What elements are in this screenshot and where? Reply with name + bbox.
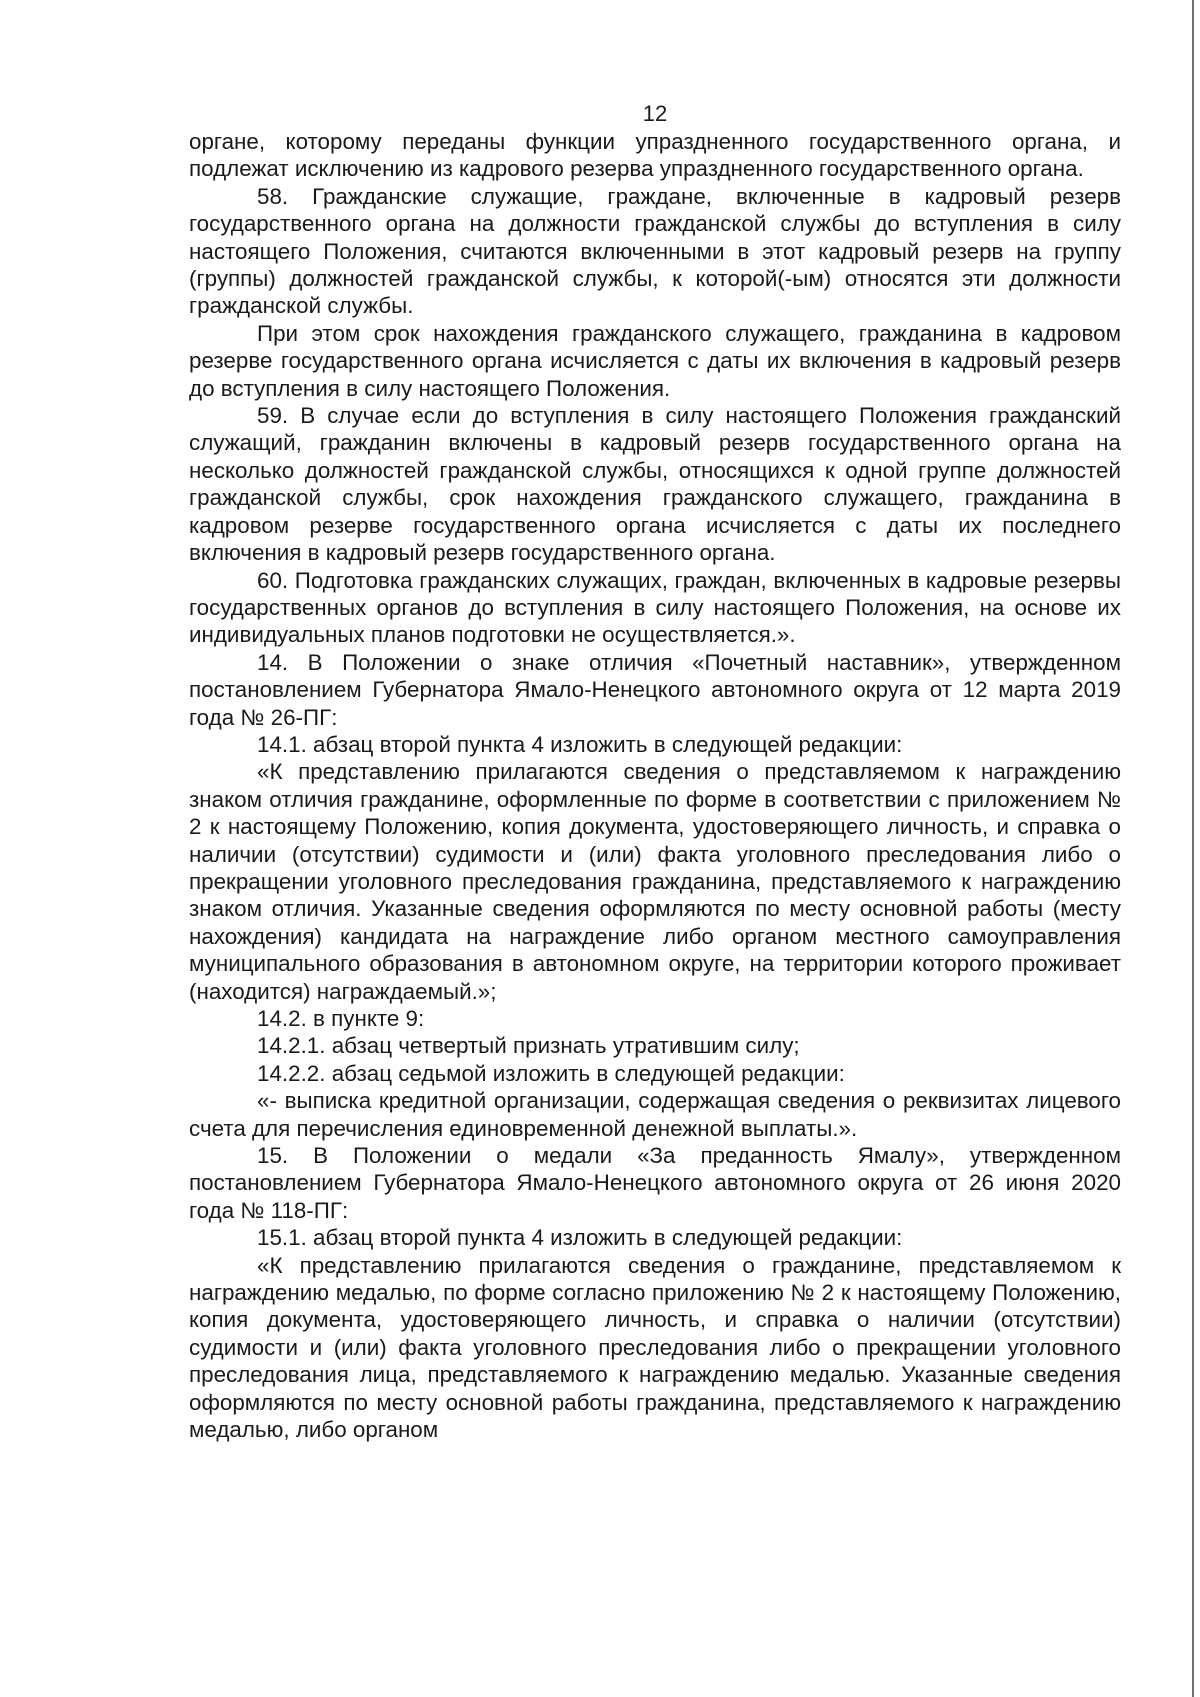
- paragraph: При этом срок нахождения гражданского служащего, гражданина в кадровом резерве государственного органа исчисляется с даты их включения в кадровый резерв до вступления в силу настоящего Положения.: [189, 320, 1121, 401]
- paragraph: 14.1. абзац второй пункта 4 изложить в следующей редакции:: [257, 731, 903, 757]
- paragraph: 14.2.2. абзац седьмой изложить в следующей редакции:: [257, 1060, 845, 1086]
- paragraph: 14. В Положении о знаке отличия «Почетный наставник», утвержденном постановлением Губернатора Ямало-Ненецкого автономного округа от 12 марта 2019 года № 26-ПГ:: [189, 649, 1121, 730]
- paragraph: 58. Гражданские служащие, граждане, включенные в кадровый резерв государственного органа на должности гражданской службы до вступления в силу настоящего Положения, считаются включенными в этот кадровый резерв на группу (группы) должностей гражданской службы, к которой(-ым) относятся эти должности гражданской службы.: [189, 183, 1121, 319]
- paragraph: 15.1. абзац второй пункта 4 изложить в следующей редакции:: [257, 1225, 903, 1251]
- paragraph: 60. Подготовка гражданских служащих, граждан, включенных в кадровые резервы государственных органов до вступления в силу настоящего Положения, на основе их индивидуальных планов подготовки не осуществляется.».: [189, 567, 1121, 648]
- paragraph: 59. В случае если до вступления в силу настоящего Положения гражданский служащий, гражданин включены в кадровый резерв государственного органа на несколько должностей гражданской службы, относящихся к одной группе должностей гражданской службы, срок нахождения гражданского служащего, гражданина в кадровом резерве государственного органа исчисляется с даты их последнего включения в кадровый резерв государственного органа.: [189, 403, 1121, 566]
- paragraph: «К представлению прилагаются сведения о гражданине, представляемом к награждению медалью, по форме согласно приложению № 2 к настоящему Положению, копия документа, удостоверяющего личность, и справка о наличии (отсутствии) судимости и (или) факта уголовного преследования либо о прекращении уголовного преследования лица, представляемого к награждению медалью. Указанные сведения оформляются по месту основной работы гражданина, представляемого к награждению медалью, либо органом: [189, 1252, 1121, 1443]
- paragraph: 14.2.1. абзац четвертый признать утратившим силу;: [257, 1033, 800, 1059]
- paragraph: «К представлению прилагаются сведения о представляемом к награждению знаком отличия гражданине, оформленные по форме в соответствии с приложением № 2 к настоящему Положению, копия документа, удостоверяющего личность, и справка о наличии (отсутствии) судимости и (или) факта уголовного преследования либо о прекращении уголовного преследования гражданина, представляемого к награждению знаком отличия. Указанные сведения оформляются по месту основной работы (месту нахождения) кандидата на награждение либо органом местного самоуправления муниципального образования в автономном округе, на территории которого проживает (находится) награждаемый.»;: [189, 759, 1121, 1004]
- paragraph: 15. В Положении о медали «За преданность Ямалу», утвержденном постановлением Губернатора Ямало-Ненецкого автономного округа от 26 июня 2020 года № 118-ПГ:: [189, 1143, 1121, 1223]
- page-edge: [1192, 0, 1194, 1697]
- paragraph: органе, которому переданы функции упраздненного государственного органа, и подлежат исключению из кадрового резерва упраздненного государственного органа.: [189, 129, 1121, 182]
- document-body: [189, 128, 1121, 1444]
- page-number: 12: [642, 101, 668, 126]
- paragraph: 14.2. в пункте 9:: [257, 1006, 425, 1031]
- paragraph: «- выписка кредитной организации, содержащая сведения о реквизитах лицевого счета для перечисления единовременной денежной выплаты.».: [189, 1088, 1121, 1141]
